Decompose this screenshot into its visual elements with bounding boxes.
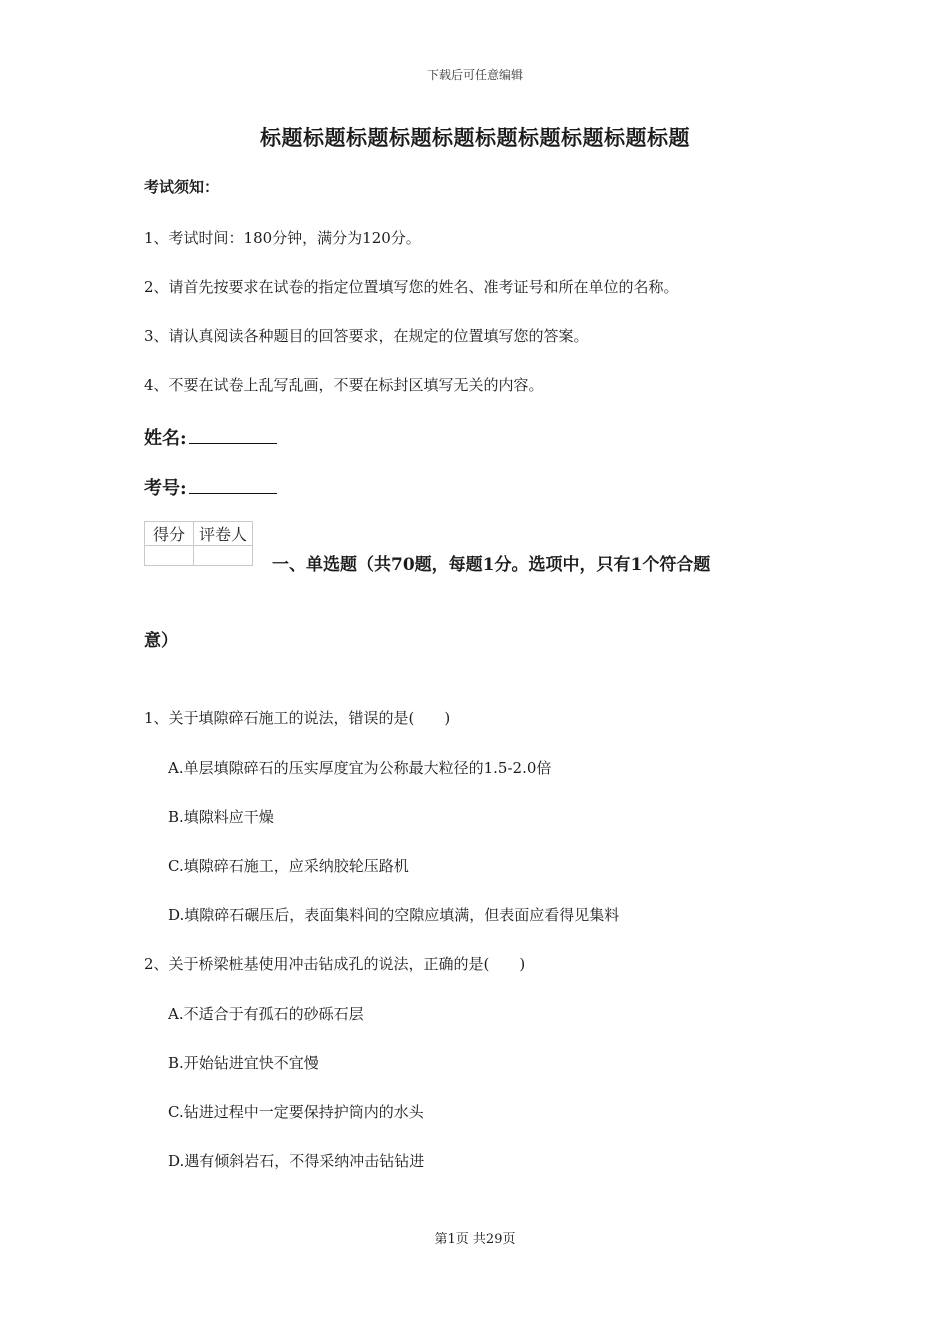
grader-header: 评卷人 (194, 522, 253, 546)
question-1-option-d: D.填隙碎石碾压后，表面集料间的空隙应填满，但表面应看得见集料 (168, 906, 620, 924)
notice-rule-1: 1、考试时间：180分钟，满分为120分。 (144, 229, 421, 247)
question-1-option-c: C.填隙碎石施工，应采纳胶轮压路机 (168, 857, 409, 875)
score-table (144, 521, 253, 566)
notice-rule-4: 4、不要在试卷上乱写乱画，不要在标封区填写无关的内容。 (144, 376, 544, 394)
question-2-option-d: D.遇有倾斜岩石，不得采纳冲击钻钻进 (168, 1152, 425, 1170)
document-title: 标题标题标题标题标题标题标题标题标题标题 (260, 125, 690, 150)
section-heading: 一、单选题（共70题，每题1分。选项中，只有1个符合题 (272, 555, 711, 575)
grader-cell[interactable] (194, 546, 253, 566)
name-field (144, 424, 277, 450)
header-note: 下载后可任意编辑 (426, 68, 523, 82)
question-1-option-a: A.单层填隙碎石的压实厚度宜为公称最大粒径的1.5-2.0倍 (168, 759, 552, 777)
question-2-stem: 2、关于桥梁桩基使用冲击钻成孔的说法，正确的是( ) (144, 955, 526, 973)
section-heading-continued: 意） (144, 631, 178, 651)
exam-id-field (144, 474, 277, 500)
exam-id-label: 考号: (144, 478, 187, 499)
notice-rule-3: 3、请认真阅读各种题目的回答要求，在规定的位置填写您的答案。 (144, 327, 589, 345)
question-2-option-a: A.不适合于有孤石的砂砾石层 (168, 1005, 364, 1023)
score-cell[interactable] (145, 546, 194, 566)
notice-rule-2: 2、请首先按要求在试卷的指定位置填写您的姓名、准考证号和所在单位的名称。 (144, 278, 679, 296)
question-2-option-b: B.开始钻进宜快不宜慢 (168, 1054, 319, 1072)
page-footer: 第1页 共29页 (434, 1232, 516, 1247)
exam-id-blank[interactable] (189, 475, 277, 494)
name-label: 姓名: (144, 428, 187, 449)
question-1-stem: 1、关于填隙碎石施工的说法，错误的是( ) (144, 709, 451, 727)
name-blank[interactable] (189, 425, 277, 444)
notice-heading: 考试须知： (144, 178, 220, 196)
question-2-option-c: C.钻进过程中一定要保持护筒内的水头 (168, 1103, 424, 1121)
score-header: 得分 (145, 522, 194, 546)
question-1-option-b: B.填隙料应干燥 (168, 808, 274, 826)
